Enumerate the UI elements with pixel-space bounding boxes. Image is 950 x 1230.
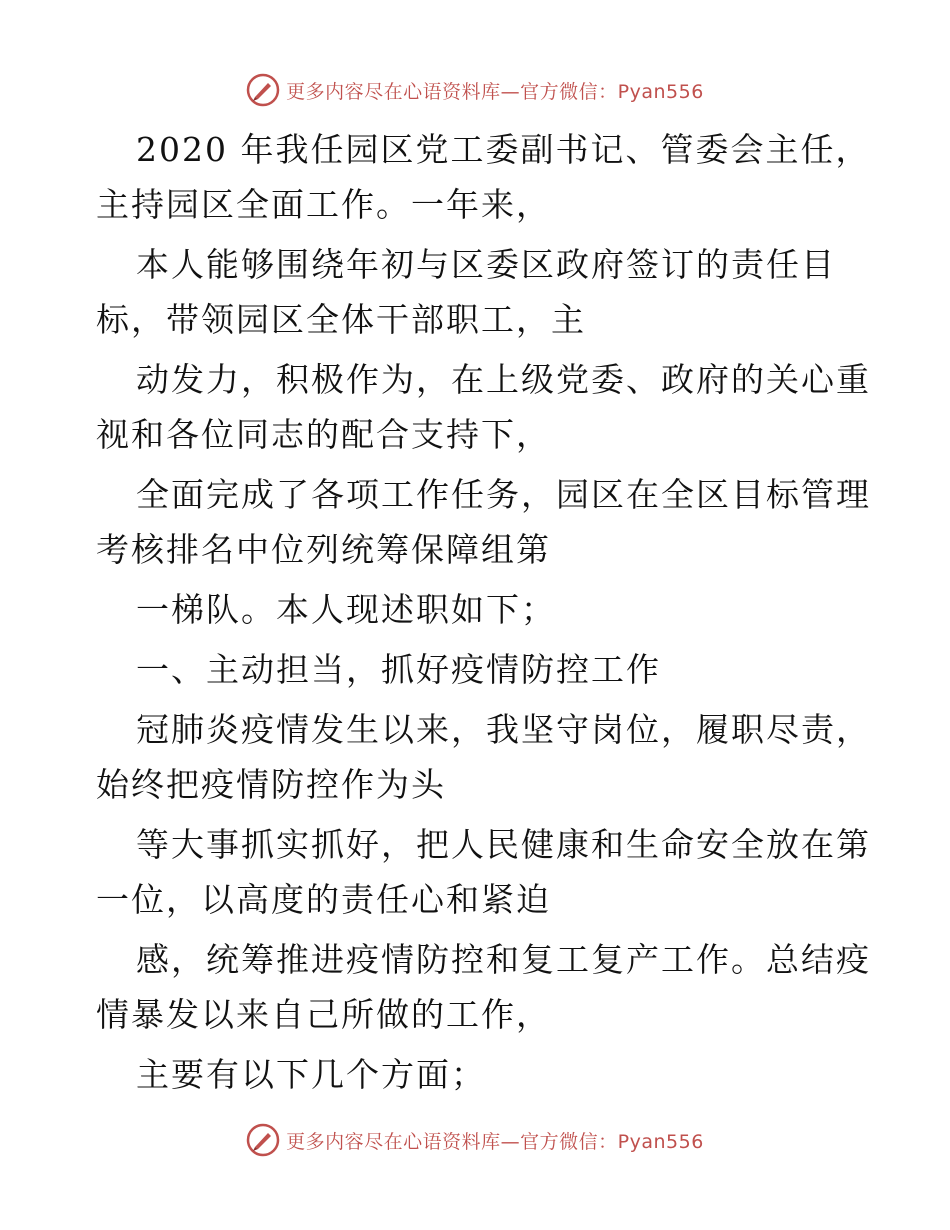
text-line: 始终把疫情防控作为头: [96, 765, 446, 804]
watermark-text: 更多内容尽在心语资料库—官方微信：Pyan556: [286, 80, 704, 103]
text-line: 一梯队。本人现述职如下；: [136, 590, 556, 629]
footer-watermark: [0, 1120, 950, 1160]
text-line: 考核排名中位列统筹保障组第: [96, 530, 551, 569]
text-line: 2020 年我任园区党工委副书记、管委会主任，: [136, 130, 871, 169]
section-heading: 一、主动担当，抓好疫情防控工作: [136, 650, 661, 689]
header-watermark: [0, 70, 950, 110]
text-line: 全面完成了各项工作任务，园区在全区目标管理: [136, 475, 871, 514]
text-line: 主持园区全面工作。一年来，: [96, 185, 551, 224]
text-line: 一位，以高度的责任心和紧迫: [96, 880, 551, 919]
text-line: 感，统筹推进疫情防控和复工复产工作。总结疫: [136, 940, 871, 979]
quill-logo-icon: [246, 73, 280, 107]
text-line: 标，带领园区全体干部职工，主: [96, 300, 586, 339]
text-line: 情暴发以来自己所做的工作，: [96, 995, 551, 1034]
text-line: 视和各位同志的配合支持下，: [96, 415, 551, 454]
quill-logo-icon: [246, 1123, 280, 1157]
watermark-text: 更多内容尽在心语资料库—官方微信：Pyan556: [286, 1130, 704, 1153]
text-line: 等大事抓实抓好，把人民健康和生命安全放在第: [136, 825, 871, 864]
text-line: 本人能够围绕年初与区委区政府签订的责任目: [136, 245, 836, 284]
text-line: 主要有以下几个方面；: [136, 1055, 486, 1094]
text-line: 冠肺炎疫情发生以来，我坚守岗位，履职尽责，: [136, 710, 871, 749]
text-line: 动发力，积极作为，在上级党委、政府的关心重: [136, 360, 871, 399]
